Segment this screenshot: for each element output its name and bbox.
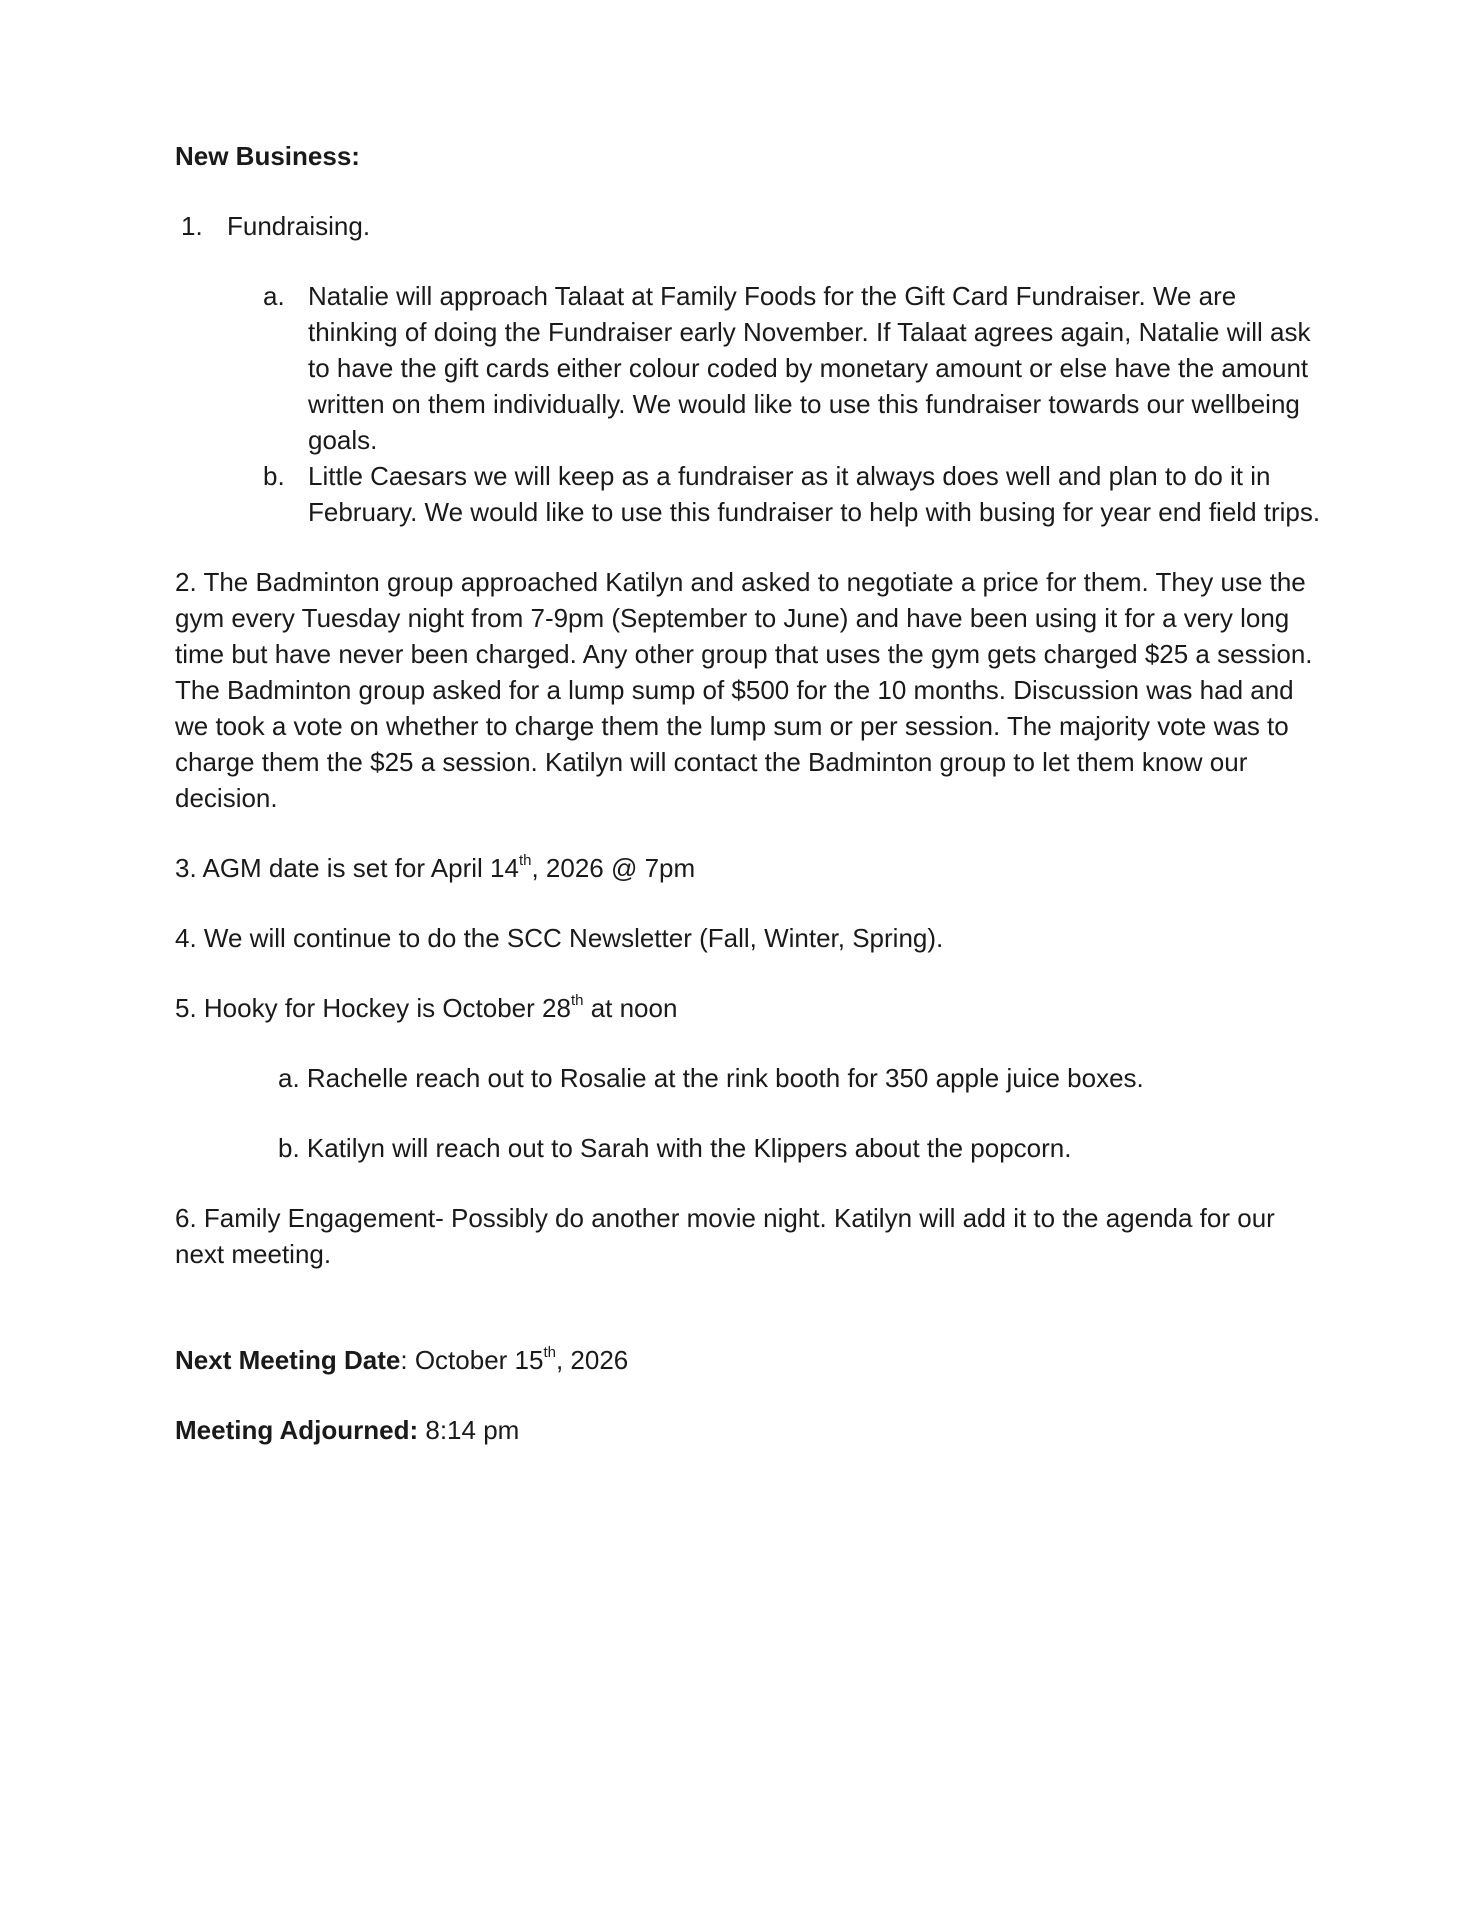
list-item-fundraising bbox=[175, 208, 1325, 244]
adjourned-line bbox=[175, 1412, 1325, 1448]
sublist-item bbox=[263, 458, 1325, 530]
sublist-item bbox=[263, 278, 1325, 458]
ordinal-suffix: th bbox=[570, 992, 584, 1010]
next-meeting-year: , 2026 bbox=[555, 1345, 629, 1375]
document-page bbox=[175, 138, 1325, 1448]
list-number: 1. bbox=[181, 211, 203, 241]
sublist-text: Natalie will approach Talaat at Family Foods for the Gift Card Fundraiser. We are thinking of doing the Fundraiser early November. If Talaat agrees again, Natalie will ask to have the gift cards either colour coded by monetary amount or else have the amount written on them individually. We would like to use this fundraiser towards our wellbeing goals. bbox=[308, 281, 1311, 455]
list-label: Fundraising. bbox=[227, 211, 371, 241]
agm-text: 3. AGM date is set for April 14 bbox=[175, 853, 519, 883]
hockey-text: 5. Hooky for Hockey is October 28 bbox=[175, 993, 571, 1023]
next-meeting-label: Next Meeting Date bbox=[175, 1345, 401, 1375]
hockey-sub-a: a. Rachelle reach out to Rosalie at the rink booth for 350 apple juice boxes. bbox=[278, 1063, 1144, 1093]
sublist-letter: a. bbox=[263, 281, 285, 311]
adjourned-time: 8:14 pm bbox=[418, 1415, 520, 1445]
sublist-text: Little Caesars we will keep as a fundraiser as it always does well and plan to do it in February. We would like to use this fundraiser to help with busing for year end field trips. bbox=[308, 461, 1321, 527]
next-meeting-line bbox=[175, 1342, 1325, 1378]
hockey-text-end: at noon bbox=[583, 993, 678, 1023]
paragraph-family-engagement: 6. Family Engagement- Possibly do another movie night. Katilyn will add it to the agenda for our next meeting. bbox=[175, 1203, 1275, 1269]
sublist-letter: b. bbox=[263, 461, 285, 491]
paragraph-badminton: 2. The Badminton group approached Katilyn and asked to negotiate a price for them. They use the gym every Tuesday night from 7-9pm (September to June) and have been using it for a very long time but have never been charged. Any other group that uses the gym gets charged $25 a session. The Badminton group asked for a lump sump of $500 for the 10 months. Discussion was had and we took a vote on whether to charge them the lump sum or per session. The majority vote was to charge them the $25 a session. Katilyn will contact the Badminton group to let them know our decision. bbox=[175, 567, 1313, 813]
paragraph-hockey bbox=[175, 990, 1325, 1026]
ordinal-suffix: th bbox=[543, 1344, 556, 1362]
section-heading: New Business: bbox=[175, 141, 360, 171]
fundraising-sublist bbox=[175, 278, 1325, 530]
adjourned-label: Meeting Adjourned: bbox=[175, 1415, 419, 1445]
paragraph-agm bbox=[175, 850, 1325, 886]
paragraph-newsletter: 4. We will continue to do the SCC Newsletter (Fall, Winter, Spring). bbox=[175, 923, 944, 953]
agm-text-end: , 2026 @ 7pm bbox=[531, 853, 696, 883]
hockey-sub-b: b. Katilyn will reach out to Sarah with the Klippers about the popcorn. bbox=[278, 1133, 1072, 1163]
ordinal-suffix: th bbox=[518, 852, 532, 870]
next-meeting-date: : October 15 bbox=[400, 1345, 544, 1375]
